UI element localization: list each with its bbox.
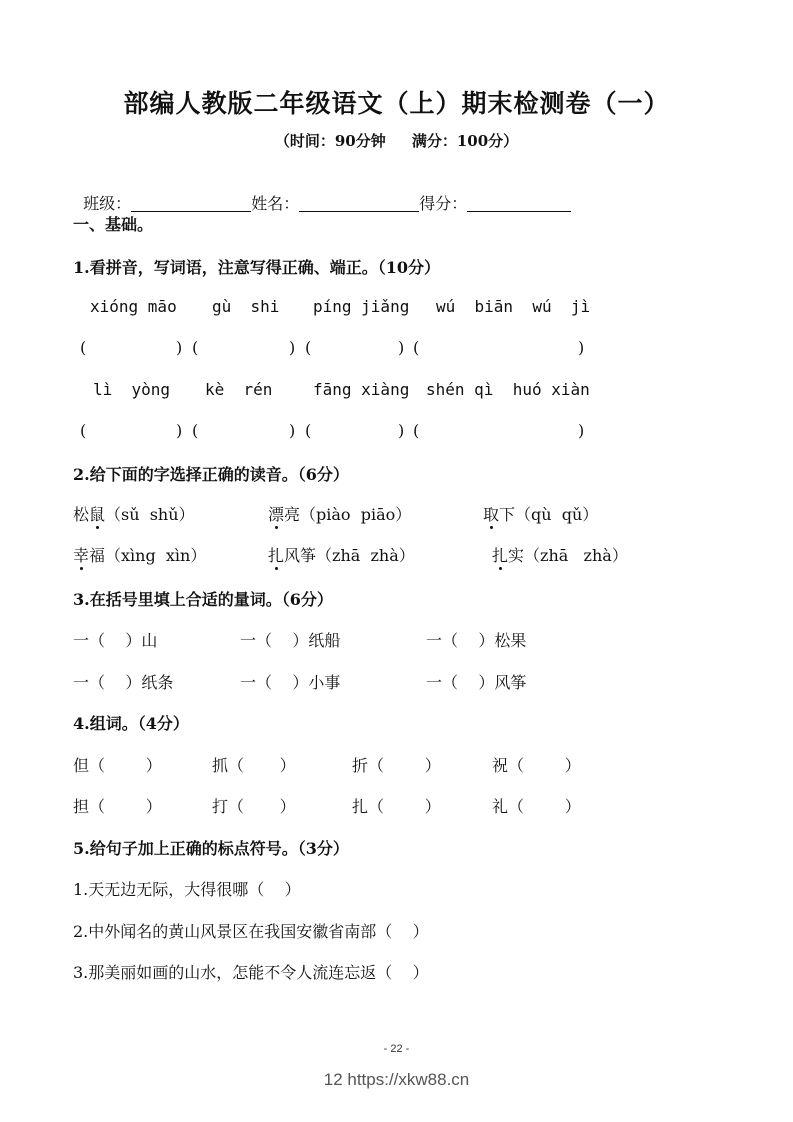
pinyin: shén qì huó xiàn (426, 380, 590, 399)
question-3-heading: 3.在括号里填上合适的量词。（6分） (73, 590, 333, 609)
answer-blank: ) (578, 338, 585, 357)
name-field[interactable] (299, 195, 419, 212)
score-label: 得分： (419, 194, 468, 213)
answer-blank: ) (289, 338, 296, 357)
answer-blank: ) (398, 421, 405, 440)
question-5-heading: 5.给句子加上正确的标点符号。（3分） (73, 839, 349, 858)
score-field[interactable] (467, 195, 571, 212)
answer-blank: ) (578, 421, 585, 440)
reading-choice[interactable]: 扎实（zhā zhà） (492, 546, 628, 565)
student-info-row (73, 172, 571, 214)
answer-blank: ) (398, 338, 405, 357)
measure-word-blank[interactable]: 一（ ）风筝 (426, 673, 527, 692)
answer-blank: ) (176, 338, 183, 357)
reading-choice[interactable]: 扎风筝（zhā zhà） (268, 546, 415, 565)
pinyin: xióng māo (90, 297, 177, 316)
question-2-heading: 2.给下面的字选择正确的读音。（6分） (73, 465, 349, 484)
pinyin: wú biān wú jì (436, 297, 591, 316)
pinyin: lì yòng (93, 380, 171, 399)
pinyin: fāng xiàng (313, 380, 410, 399)
answer-blank[interactable]: ( (80, 421, 87, 440)
word-blank[interactable]: 扎（ ） (352, 797, 441, 816)
measure-word-blank[interactable]: 一（ ）纸条 (73, 673, 174, 692)
reading-choice[interactable]: 幸福（xìng xìn） (73, 546, 207, 565)
word-blank[interactable]: 祝（ ） (492, 756, 581, 775)
answer-blank: ) (289, 421, 296, 440)
answer-blank[interactable]: ( (413, 338, 420, 357)
measure-word-blank[interactable]: 一（ ）山 (73, 631, 158, 650)
pinyin: kè rén (205, 380, 273, 399)
answer-blank: ) (176, 421, 183, 440)
watermark: 12 https://xkw88.cn (323, 1070, 470, 1089)
punctuation-sentence[interactable]: 1.天无边无际，大得很哪（ ） (73, 880, 301, 899)
name-label: 姓名： (251, 194, 300, 213)
question-1-heading: 1.看拼音，写词语，注意写得正确、端正。（10分） (73, 258, 440, 277)
punctuation-sentence[interactable]: 2.中外闻名的黄山风景区在我国安徽省南部（ ） (73, 922, 429, 941)
pinyin: píng jiǎng (313, 297, 410, 316)
reading-choice[interactable]: 松鼠（sǔ shǔ） (73, 505, 195, 524)
reading-choice[interactable]: 取下（qù qǔ） (483, 505, 599, 524)
question-4-heading: 4.组词。（4分） (73, 714, 189, 733)
measure-word-blank[interactable]: 一（ ）纸船 (240, 631, 341, 650)
class-field[interactable] (131, 195, 251, 212)
word-blank[interactable]: 礼（ ） (492, 797, 581, 816)
measure-word-blank[interactable]: 一（ ）小事 (240, 673, 341, 692)
word-blank[interactable]: 抓（ ） (212, 756, 296, 775)
page-title: 部编人教版二年级语文（上）期末检测卷（一） (123, 89, 670, 118)
answer-blank[interactable]: ( (305, 338, 312, 357)
section-heading: 一、基础。 (73, 215, 154, 234)
word-blank[interactable]: 但（ ） (73, 756, 162, 775)
pinyin: gù shi (212, 297, 280, 316)
answer-blank[interactable]: ( (192, 338, 199, 357)
answer-blank[interactable]: ( (413, 421, 420, 440)
punctuation-sentence[interactable]: 3.那美丽如画的山水，怎能不令人流连忘返（ ） (73, 963, 429, 982)
page-number: - 22 - (383, 1043, 410, 1055)
measure-word-blank[interactable]: 一（ ）松果 (426, 631, 527, 650)
word-blank[interactable]: 担（ ） (73, 797, 162, 816)
exam-info: （时间：90分钟 满分：100分） (274, 132, 519, 150)
answer-blank[interactable]: ( (305, 421, 312, 440)
answer-blank[interactable]: ( (80, 338, 87, 357)
answer-blank[interactable]: ( (192, 421, 199, 440)
word-blank[interactable]: 打（ ） (212, 797, 296, 816)
word-blank[interactable]: 折（ ） (352, 756, 441, 775)
class-label: 班级： (83, 194, 132, 213)
reading-choice[interactable]: 漂亮（piào piāo） (268, 505, 412, 524)
